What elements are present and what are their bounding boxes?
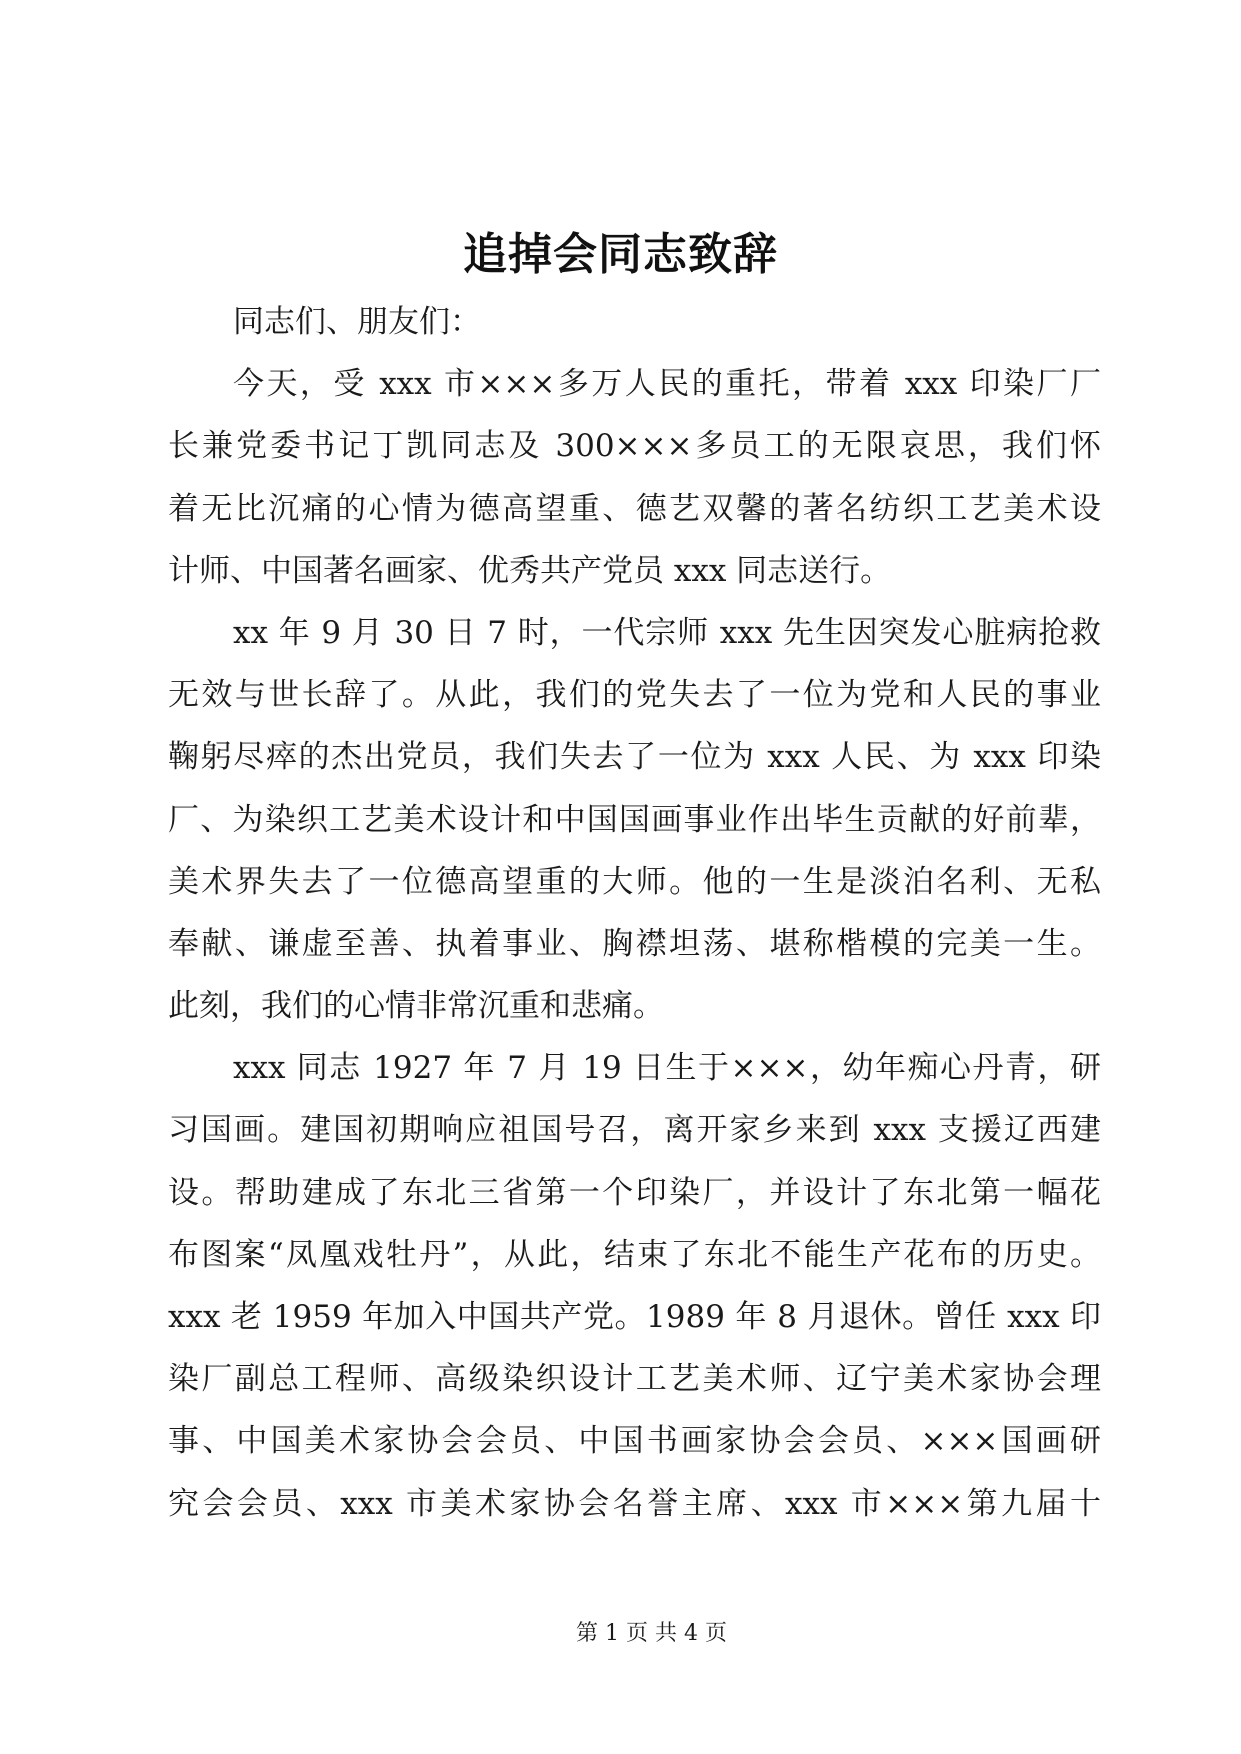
page-footer: 第 1 页 共 4 页 — [576, 1621, 727, 1646]
paragraph-line: 事、中国美术家协会会员、中国书画家协会会员、×××国画研 — [168, 1423, 1101, 1460]
paragraph-line: 奉献、谦虚至善、执着事业、胸襟坦荡、堪称楷模的完美一生。 — [168, 925, 1101, 962]
paragraph-line: 鞠躬尽瘁的杰出党员，我们失去了一位为 xxx 人民、为 xxx 印染 — [168, 739, 1101, 776]
paragraph-line: 着无比沉痛的心情为德高望重、德艺双馨的著名纺织工艺美术设 — [168, 490, 1101, 527]
paragraph-line: 计师、中国著名画家、优秀共产党员 xxx 同志送行。 — [168, 552, 892, 589]
paragraph — [168, 602, 1101, 1037]
salutation: 同志们、朋友们： — [233, 304, 481, 340]
paragraph-line: 习国画。建国初期响应祖国号召，离开家乡来到 xxx 支援辽西建 — [168, 1112, 1101, 1149]
paragraph-line: 厂、为染织工艺美术设计和中国国画事业作出毕生贡献的好前辈， — [168, 801, 1101, 838]
paragraph — [168, 1037, 1101, 1535]
paragraph-line: xx 年 9 月 30 日 7 时，一代宗师 xxx 先生因突发心脏病抢救 — [233, 614, 1101, 651]
paragraph-line: 今天，受 xxx 市×××多万人民的重托，带着 xxx 印染厂厂 — [233, 366, 1101, 403]
paragraph-line: 美术界失去了一位德高望重的大师。他的一生是淡泊名利、无私 — [168, 863, 1101, 900]
paragraph-line: 此刻，我们的心情非常沉重和悲痛。 — [168, 988, 664, 1025]
document-title: 追掉会同志致辞 — [463, 229, 778, 280]
paragraph-line: xxx 老 1959 年加入中国共产党。1989 年 8 月退休。曾任 xxx 印 — [168, 1299, 1101, 1335]
paragraph-line: 究会会员、xxx 市美术家协会名誉主席、xxx 市×××第九届十 — [168, 1485, 1101, 1522]
paragraph-line: 设。帮助建成了东北三省第一个印染厂，并设计了东北第一幅花 — [168, 1174, 1101, 1211]
paragraph-line: 无效与世长辞了。从此，我们的党失去了一位为党和人民的事业 — [168, 677, 1101, 714]
document-body — [168, 291, 1101, 1535]
paragraph — [168, 353, 1101, 602]
paragraph-line: xxx 同志 1927 年 7 月 19 日生于×××，幼年痴心丹青，研 — [233, 1050, 1101, 1087]
paragraph-line: 染厂副总工程师、高级染织设计工艺美术师、辽宁美术家协会理 — [168, 1361, 1101, 1398]
paragraph-line: 长兼党委书记丁凯同志及 300×××多员工的无限哀思，我们怀 — [168, 428, 1101, 465]
paragraph-line: 布图案“凤凰戏牡丹”，从此，结束了东北不能生产花布的历史。 — [168, 1236, 1101, 1273]
